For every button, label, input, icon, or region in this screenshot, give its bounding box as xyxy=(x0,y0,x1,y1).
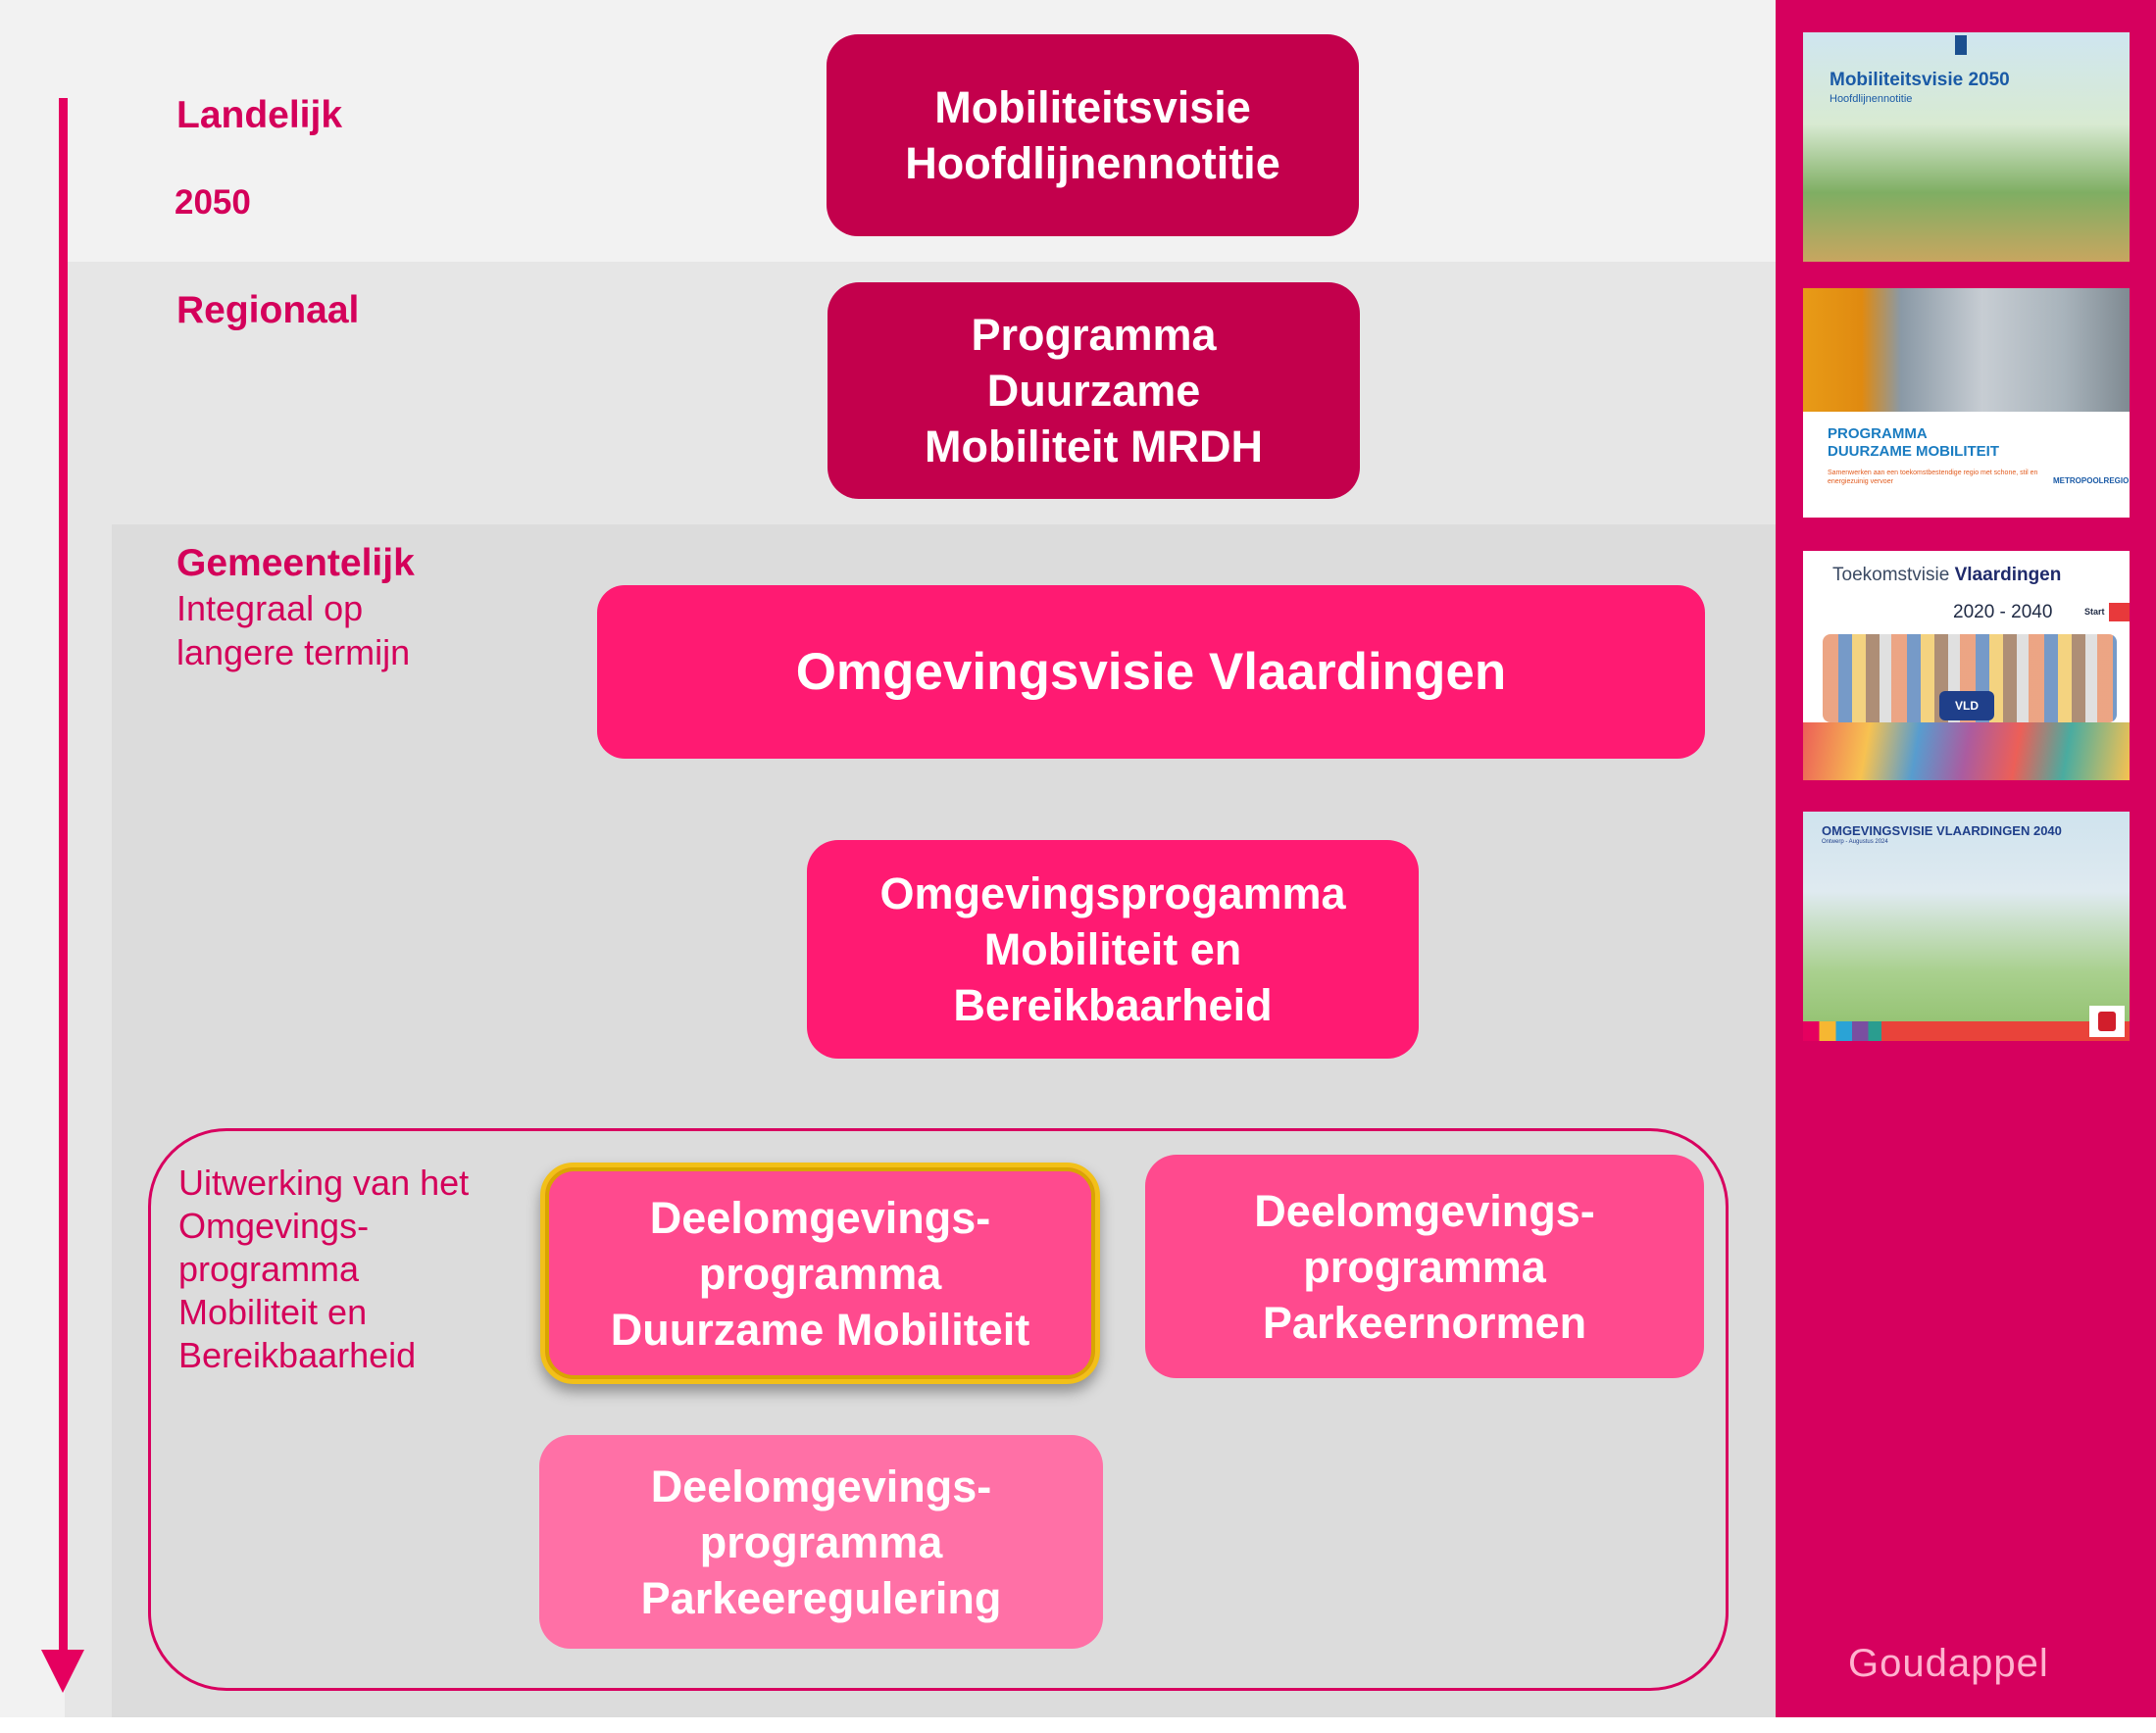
uitwerking-group-label: Uitwerking van het Omgevings- programma Mobiliteit en Bereikbaarheid xyxy=(178,1163,470,1375)
level-municipal-sub: Integraal op langere termijn xyxy=(176,588,411,672)
thumbnail-2-title: PROGRAMMA DUURZAME MOBILITEIT xyxy=(1828,425,1999,460)
box-mobiliteitsvisie[interactable]: Mobiliteitsvisie Hoofdlijnennotitie xyxy=(827,34,1359,236)
thumbnail-3-title-light: Toekomstvisie xyxy=(1832,565,1955,585)
thumbnail-1-subtitle: Hoofdlijnennotitie xyxy=(1830,93,1913,105)
city-photo-image xyxy=(1803,288,2130,412)
box-omgevingsprogramma[interactable]: Omgevingsprogamma Mobiliteit en Bereikbaarheid xyxy=(807,840,1419,1059)
play-icon xyxy=(2109,603,2130,621)
vlaardingen-crest-icon xyxy=(2089,1006,2125,1037)
color-stripe xyxy=(1803,1021,2130,1041)
left-margin-band xyxy=(0,262,65,1717)
thumbnail-3-years: 2020 - 2040 xyxy=(1953,602,2053,622)
thumbnail-4-subtitle: Ontwerp - Augustus 2024 xyxy=(1822,839,1888,845)
box-programma-mrdh[interactable]: Programma Duurzame Mobiliteit MRDH xyxy=(827,282,1360,499)
thumbnail-2-logo: METROPOOLREGIO xyxy=(2053,476,2130,485)
thumbnail-3-title-bold: Vlaardingen xyxy=(1954,565,2062,585)
thumbnail-omgevingsvisie-2040[interactable] xyxy=(1803,812,2130,1041)
rijksoverheid-logo-icon xyxy=(1955,35,1967,55)
arrow-down-icon xyxy=(41,1650,84,1693)
thumbnail-3-start: Start xyxy=(2084,607,2105,617)
level-regional-label: Regionaal xyxy=(176,289,360,331)
thumbnail-2-subtitle: Samenwerken aan een toekomstbestendige regio met schone, stil en energiezuinig vervoer xyxy=(1828,470,2038,485)
thumbnail-1-title: Mobiliteitsvisie 2050 xyxy=(1830,70,2010,90)
mosaic-ground-illustration xyxy=(1803,722,2130,780)
box-deel-parkeernormen[interactable]: Deelomgevings- programma Parkeernormen xyxy=(1145,1155,1704,1378)
level-national-year: 2050 xyxy=(175,183,251,222)
box-omgevingsvisie[interactable]: Omgevingsvisie Vlaardingen xyxy=(597,585,1705,759)
thumbnail-3-logo: VLD xyxy=(1939,691,1994,720)
level-municipal-label: Gemeentelijk xyxy=(176,542,415,584)
thumbnail-3-title xyxy=(1832,565,2061,586)
box-deel-duurzame-mobiliteit[interactable]: Deelomgevings- programma Duurzame Mobiliteit xyxy=(540,1163,1100,1384)
thumbnail-4-title: OMGEVINGSVISIE VLAARDINGEN 2040 xyxy=(1822,823,2062,838)
thumbnail-programma-mrdh[interactable] xyxy=(1803,288,2130,518)
timeline-arrow-line xyxy=(59,98,68,1652)
box-deel-parkeerregulering[interactable]: Deelomgevings- programma Parkeeregulering xyxy=(539,1435,1103,1649)
thumbnail-mobiliteitsvisie[interactable] xyxy=(1803,32,2130,262)
regional-left-band xyxy=(65,524,112,1717)
level-national-label: Landelijk xyxy=(176,94,343,136)
thumbnail-toekomstvisie[interactable] xyxy=(1803,551,2130,780)
goudappel-logo: Goudappel xyxy=(1848,1642,2049,1685)
